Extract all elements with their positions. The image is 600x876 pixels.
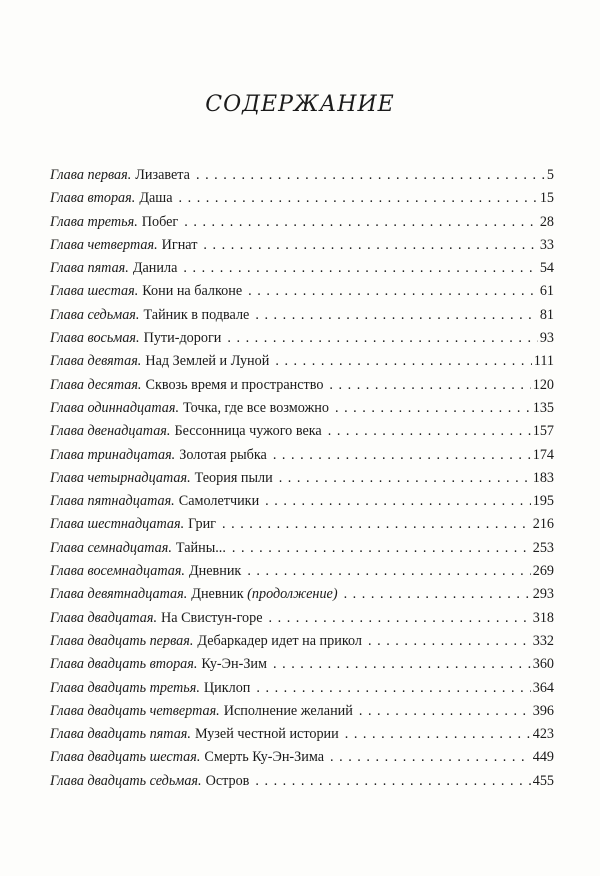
chapter-title-text: Исполнение желаний bbox=[223, 702, 353, 719]
chapter-title-text: Кони на балконе bbox=[142, 283, 243, 300]
page-number: 5 bbox=[546, 167, 554, 183]
chapter-title bbox=[201, 653, 267, 676]
dot-leader bbox=[203, 234, 537, 257]
dot-leader bbox=[248, 280, 538, 303]
chapter-title-text: Дебаркадер идет на прикол bbox=[197, 632, 362, 649]
page-title: СОДЕРЖАНИЕ bbox=[205, 92, 395, 117]
page-number: 81 bbox=[539, 306, 554, 323]
chapter-title-text: Самолетчики bbox=[178, 493, 260, 510]
toc-entry bbox=[50, 677, 554, 700]
chapter-title-text: Музей честной истории bbox=[194, 726, 339, 743]
chapter-label: Глава пятнадцатая. bbox=[50, 493, 175, 510]
chapter-title-text: Побег bbox=[141, 213, 179, 230]
chapter-title bbox=[145, 350, 269, 373]
chapter-title-text: Пути-дороги bbox=[143, 330, 222, 347]
chapter-title-text: Лизавета bbox=[135, 167, 190, 183]
dot-leader bbox=[368, 630, 531, 653]
chapter-title bbox=[143, 304, 249, 327]
chapter-title-text: Точка, где все возможно bbox=[183, 399, 329, 416]
chapter-label: Глава двадцать четвертая. bbox=[50, 702, 220, 719]
chapter-label: Глава двадцать первая. bbox=[50, 632, 194, 649]
chapter-title bbox=[144, 327, 222, 350]
chapter-label: Глава двадцатая. bbox=[50, 609, 157, 626]
chapter-title-text: Даша bbox=[139, 190, 173, 207]
toc-entry bbox=[50, 350, 554, 373]
toc-entry bbox=[50, 234, 554, 257]
toc-entry bbox=[50, 746, 554, 769]
chapter-title-text: Смерть Ку-Эн-Зима bbox=[204, 749, 325, 766]
chapter-title-text: Дневник bbox=[191, 586, 248, 603]
toc-entry bbox=[50, 723, 554, 746]
chapter-label: Глава седьмая. bbox=[50, 306, 140, 323]
chapter-label: Глава двадцать седьмая. bbox=[50, 772, 202, 789]
page-number: 54 bbox=[539, 260, 554, 277]
chapter-title-text: Григ bbox=[188, 516, 216, 533]
chapter-label: Глава вторая. bbox=[50, 190, 136, 207]
chapter-title bbox=[174, 420, 321, 443]
toc-entry bbox=[50, 653, 554, 676]
dot-leader bbox=[222, 513, 531, 536]
chapter-title-text: Игнат bbox=[161, 236, 198, 253]
dot-leader bbox=[328, 420, 531, 443]
chapter-title bbox=[135, 164, 190, 187]
toc-entry bbox=[50, 490, 554, 513]
page-number: 423 bbox=[532, 726, 554, 743]
chapter-title bbox=[204, 677, 251, 700]
chapter-title bbox=[179, 490, 259, 513]
page-number: 61 bbox=[539, 283, 554, 300]
dot-leader bbox=[330, 746, 531, 769]
page-number: 93 bbox=[539, 330, 554, 347]
toc-entry bbox=[50, 374, 554, 397]
dot-leader bbox=[273, 444, 531, 467]
page-number: 396 bbox=[532, 702, 554, 719]
chapter-title bbox=[224, 700, 353, 723]
chapter-label: Глава шестнадцатая. bbox=[50, 516, 185, 533]
chapter-label: Глава одиннадцатая. bbox=[50, 399, 180, 416]
page-number: 15 bbox=[539, 190, 554, 207]
dot-leader bbox=[256, 677, 530, 700]
toc-entry bbox=[50, 583, 554, 606]
dot-leader bbox=[179, 187, 538, 210]
chapter-label: Глава третья. bbox=[50, 213, 138, 230]
toc-entry bbox=[50, 397, 554, 420]
page-number: 120 bbox=[532, 376, 554, 393]
chapter-title bbox=[195, 467, 273, 490]
chapter-label: Глава девятая. bbox=[50, 353, 142, 370]
chapter-title bbox=[188, 513, 216, 536]
toc-entry bbox=[50, 560, 554, 583]
toc-entry bbox=[50, 187, 554, 210]
page-number: 111 bbox=[533, 353, 554, 370]
chapter-title-text: Тайны... bbox=[175, 539, 226, 556]
page-number: 157 bbox=[532, 423, 554, 440]
chapter-title bbox=[191, 583, 337, 606]
page-number: 253 bbox=[532, 539, 554, 556]
page-number: 318 bbox=[532, 609, 554, 626]
dot-leader bbox=[255, 770, 530, 793]
chapter-title bbox=[139, 187, 172, 210]
chapter-label: Глава четвертая. bbox=[50, 236, 158, 253]
dot-leader bbox=[273, 653, 531, 676]
chapter-title bbox=[179, 444, 267, 467]
chapter-label: Глава восьмая. bbox=[50, 330, 140, 347]
chapter-title bbox=[176, 537, 226, 560]
chapter-label: Глава двадцать пятая. bbox=[50, 726, 191, 743]
chapter-title-text: Золотая рыбка bbox=[179, 446, 267, 463]
dot-leader bbox=[359, 700, 531, 723]
dot-leader bbox=[184, 211, 538, 234]
chapter-title-text: Данила bbox=[132, 260, 178, 277]
dot-leader bbox=[247, 560, 530, 583]
chapter-label: Глава пятая. bbox=[50, 260, 129, 277]
chapter-label: Глава восемнадцатая. bbox=[50, 563, 185, 580]
toc-entry bbox=[50, 304, 554, 327]
chapter-title-text: Над Землей и Луной bbox=[145, 353, 270, 370]
chapter-title bbox=[204, 746, 324, 769]
chapter-title-text: Остров bbox=[205, 772, 250, 789]
page-number: 183 bbox=[532, 469, 554, 486]
toc-entry bbox=[50, 513, 554, 536]
chapter-title bbox=[183, 397, 329, 420]
chapter-title-italic: (продолжение) bbox=[247, 586, 338, 603]
chapter-title bbox=[189, 560, 241, 583]
dot-leader bbox=[265, 490, 531, 513]
chapter-label: Глава четырнадцатая. bbox=[50, 469, 191, 486]
page-number: 269 bbox=[532, 563, 554, 580]
toc-entry bbox=[50, 630, 554, 653]
toc-entry bbox=[50, 607, 554, 630]
dot-leader bbox=[344, 583, 531, 606]
chapter-label: Глава двенадцатая. bbox=[50, 423, 171, 440]
page-number: 449 bbox=[532, 749, 554, 766]
chapter-title bbox=[206, 770, 250, 793]
dot-leader bbox=[329, 374, 530, 397]
toc-entry bbox=[50, 257, 554, 280]
chapter-title-text: Тайник в подвале bbox=[143, 306, 250, 323]
chapter-title bbox=[195, 723, 339, 746]
toc-entry bbox=[50, 327, 554, 350]
chapter-title-text: Ку-Эн-Зим bbox=[201, 656, 267, 673]
table-of-contents bbox=[50, 164, 554, 793]
page-number: 174 bbox=[532, 446, 554, 463]
chapter-title bbox=[142, 280, 242, 303]
page-number: 293 bbox=[532, 586, 554, 603]
chapter-title bbox=[142, 211, 179, 234]
page-number: 360 bbox=[532, 656, 554, 673]
chapter-title-text: Дневник bbox=[188, 563, 242, 580]
chapter-label: Глава десятая. bbox=[50, 376, 142, 393]
chapter-title-text: Сквозь время и пространство bbox=[145, 376, 324, 393]
chapter-label: Глава семнадцатая. bbox=[50, 539, 172, 556]
page-number: 455 bbox=[532, 772, 554, 789]
toc-entry bbox=[50, 444, 554, 467]
page-number: 28 bbox=[539, 213, 554, 230]
chapter-title bbox=[161, 607, 263, 630]
dot-leader bbox=[275, 350, 531, 373]
dot-leader bbox=[196, 164, 545, 187]
chapter-title bbox=[145, 374, 323, 397]
dot-leader bbox=[232, 537, 531, 560]
chapter-label: Глава шестая. bbox=[50, 283, 139, 300]
dot-leader bbox=[227, 327, 537, 350]
page-number: 135 bbox=[532, 399, 554, 416]
page-number: 216 bbox=[532, 516, 554, 533]
chapter-title bbox=[197, 630, 362, 653]
chapter-label: Глава тринадцатая. bbox=[50, 446, 176, 463]
toc-entry bbox=[50, 280, 554, 303]
toc-entry bbox=[50, 700, 554, 723]
chapter-title-text: На Свистун-горе bbox=[161, 609, 263, 626]
chapter-title-text: Циклоп bbox=[203, 679, 251, 696]
page-number: 195 bbox=[532, 493, 554, 510]
chapter-label: Глава двадцать вторая. bbox=[50, 656, 198, 673]
page-number: 364 bbox=[532, 679, 554, 696]
chapter-title-text: Бессонница чужого века bbox=[174, 423, 322, 440]
dot-leader bbox=[335, 397, 531, 420]
toc-entry bbox=[50, 211, 554, 234]
chapter-title bbox=[133, 257, 178, 280]
dot-leader bbox=[279, 467, 531, 490]
dot-leader bbox=[345, 723, 531, 746]
dot-leader bbox=[269, 607, 531, 630]
toc-entry bbox=[50, 467, 554, 490]
toc-entry bbox=[50, 537, 554, 560]
toc-entry bbox=[50, 770, 554, 793]
page-number: 33 bbox=[539, 236, 554, 253]
chapter-title-text: Теория пыли bbox=[194, 469, 273, 486]
chapter-label: Глава девятнадцатая. bbox=[50, 586, 188, 603]
toc-entry bbox=[50, 420, 554, 443]
chapter-label: Глава первая. bbox=[50, 167, 132, 183]
chapter-label: Глава двадцать третья. bbox=[50, 679, 200, 696]
page-number: 332 bbox=[532, 632, 554, 649]
dot-leader bbox=[183, 257, 537, 280]
chapter-label: Глава двадцать шестая. bbox=[50, 749, 201, 766]
dot-leader bbox=[255, 304, 537, 327]
toc-entry bbox=[50, 164, 554, 187]
chapter-title bbox=[162, 234, 198, 257]
